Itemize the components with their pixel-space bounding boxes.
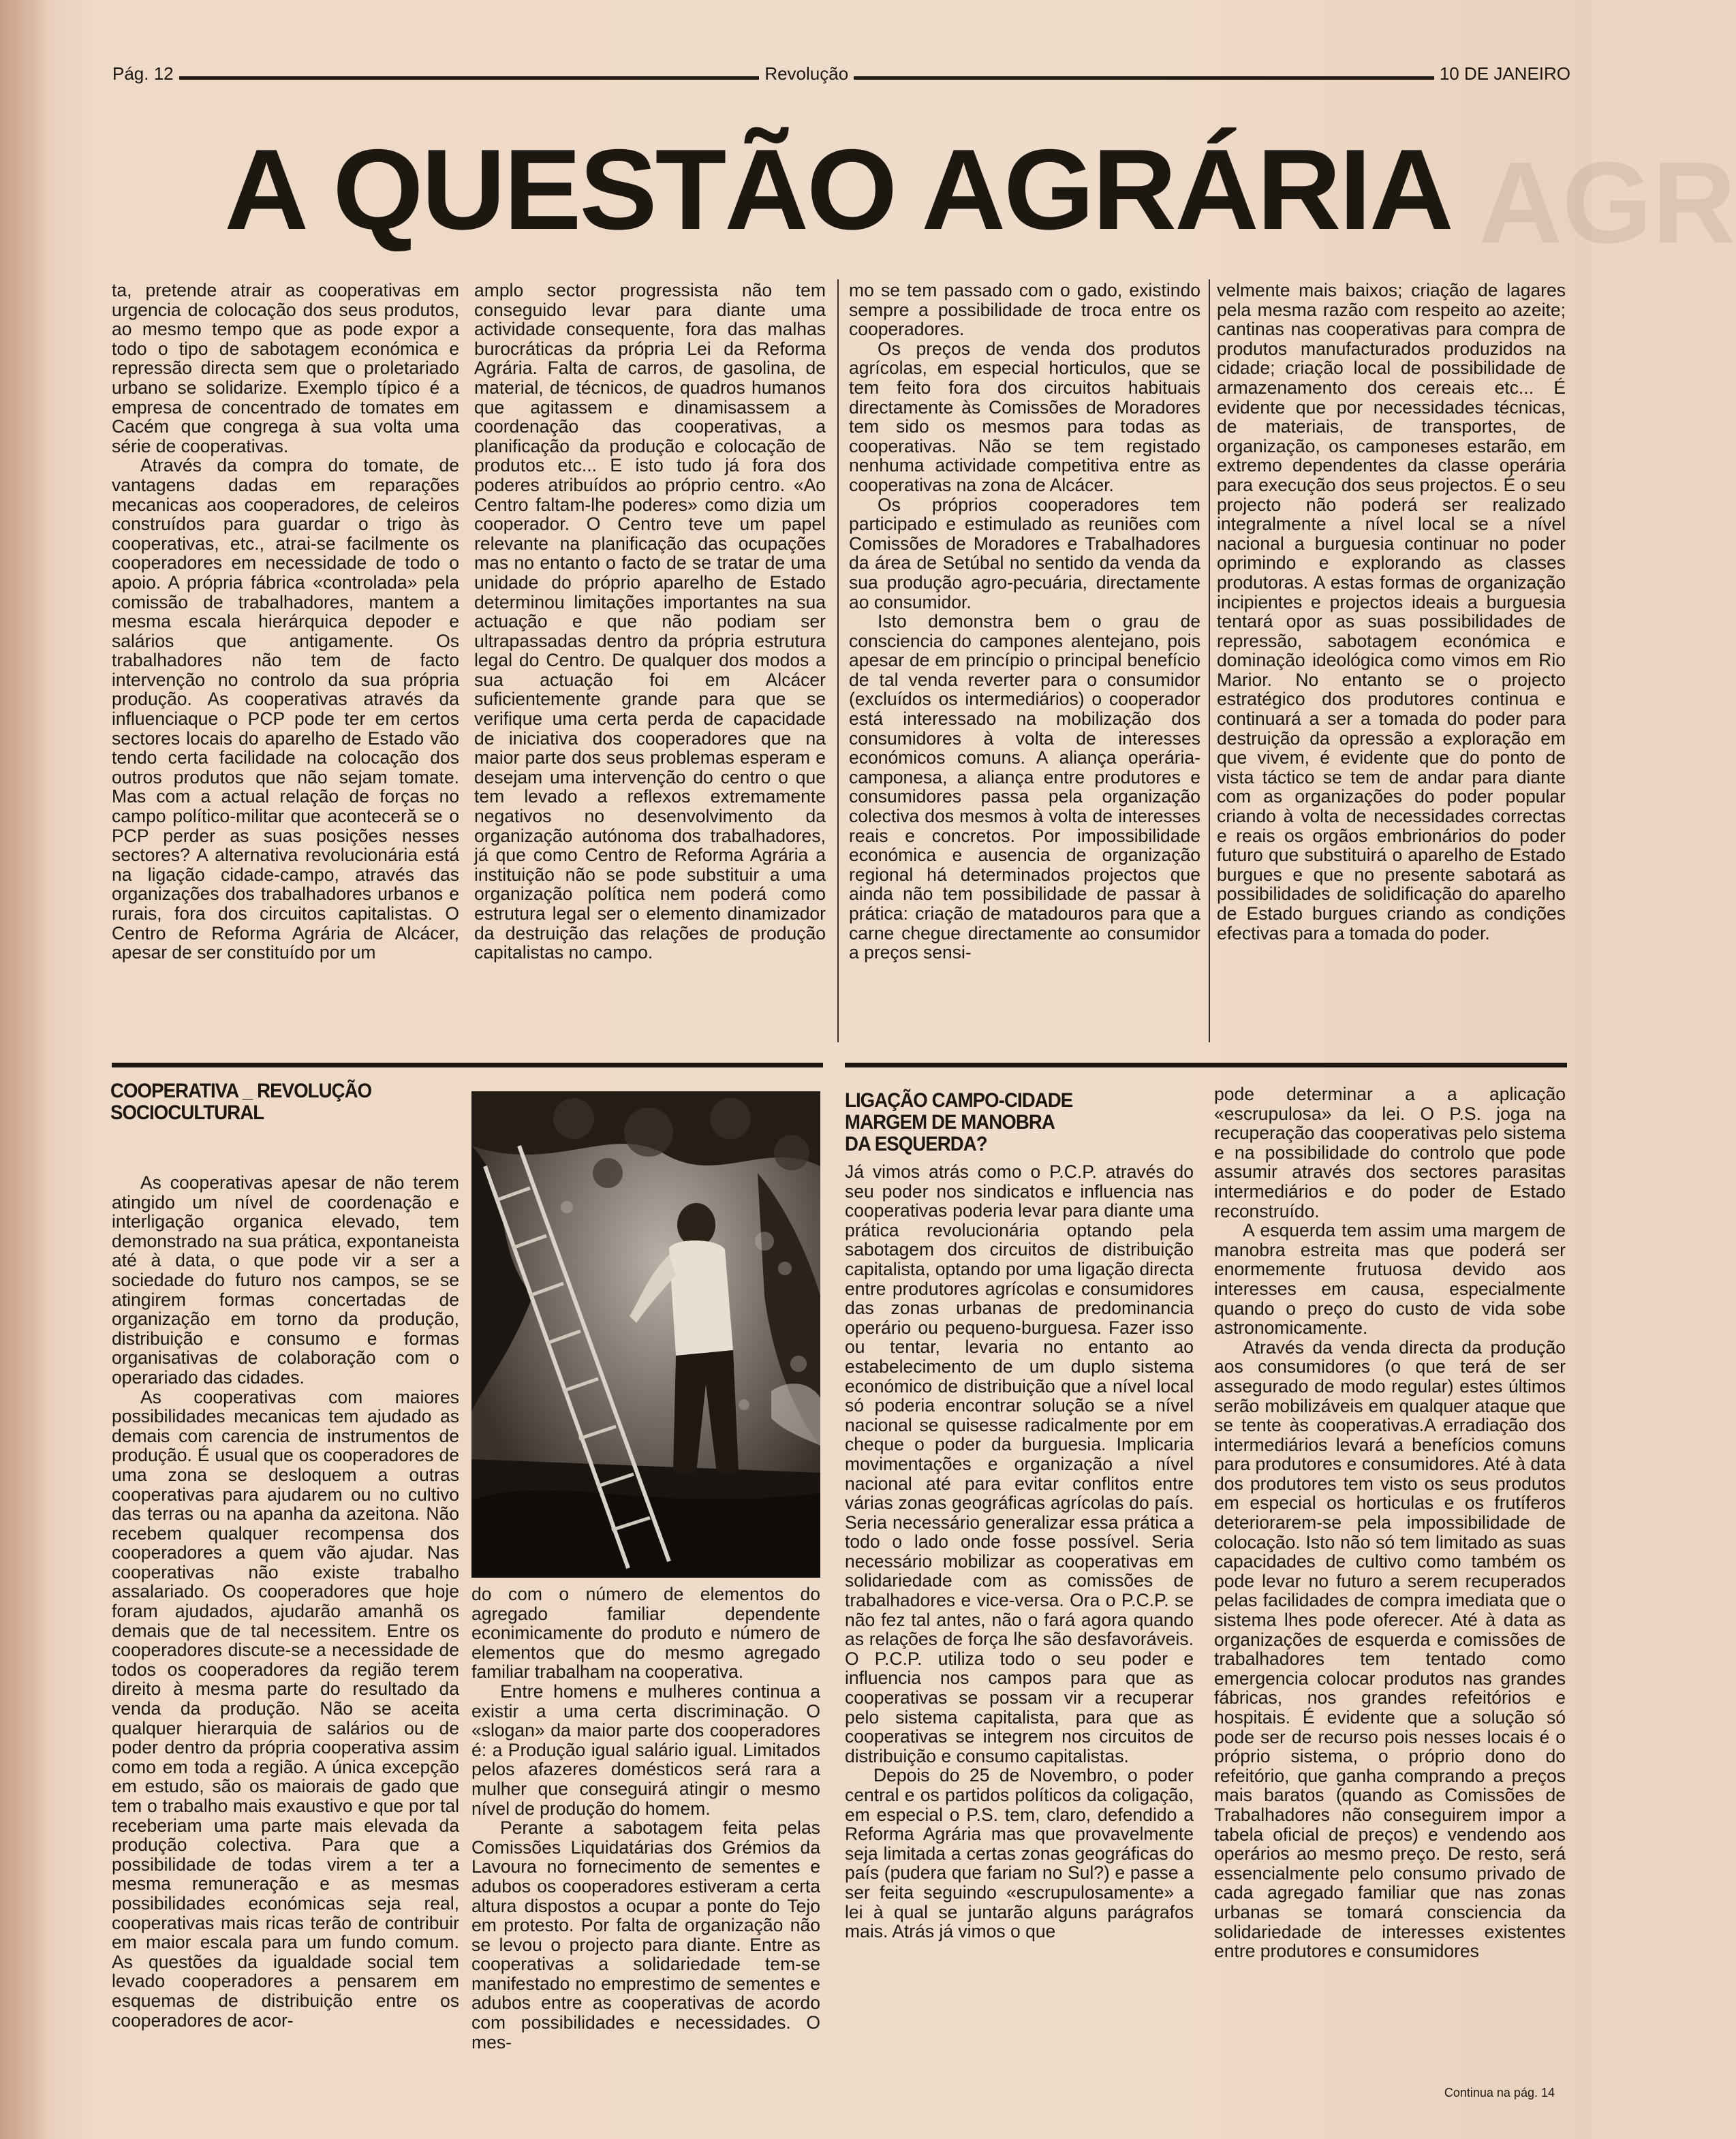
section-heading-cooperativa: [110, 1080, 436, 1124]
paragraph: mo se tem passado com o gado, existindo sempre a possibilidade de troca entre os cooperadores.: [849, 280, 1200, 340]
photo-image: [471, 1091, 820, 1578]
section-heading-line: MARGEM DE MANOBRA: [845, 1111, 1055, 1134]
paragraph: velmente mais baixos; criação de lagares pela mesma razão com respeito ao azeite; cantinas nas cooperativas para compra de produtos manufacturados produzidos na cidade; criação local de possibilidade de armazenamento dos cereais etc... É evidente que por necessidades técnicas, de materiais, de transportes, de organização, os camponeses estarão, em extremo dependentes da classe operária para execução dos seus projectos. É o seu projecto não poderá ser realizado integralmente a nível local se a nível nacional a burguesia continuar no poder oprimindo e explorando as classes produtoras. A estas formas de organização incipientes e projectos ideais a burguesia tentará opor as suas possibilidades de repressão, sabotagem económica e dominação ideológica como vimos em Rio Marior. No entanto se o projecto estratégico dos produtores continua e continuará a ser a tomada do poder para destruição da opressão a exploração em que vivem, é evidente que do ponto de vista táctico se tem de andar para diante com as organizações do poder popular criando à volta de necessidades correctas e reais os orgãos embrionários do poder futuro que substituirá o aparelho de Estado burgues e que no presente sabotará as possibilidades de solidificação do aparelho de Estado burgues criando as condições efectivas para a tomada do poder.: [1217, 280, 1566, 943]
section-heading-line: DA ESQUERDA?: [845, 1133, 987, 1155]
paragraph: Depois do 25 de Novembro, o poder central e os partidos políticos da coligação, em especial o P.S. tem, claro, defendido a Reforma Agrária mas que provavelmente seja limitada a certas zonas geográficas do país (pudera que fariam no Sul?) e passe a ser feita seguindo «escrupulosamente» a lei à qual se juntarão alguns parágrafos mais. Atrás já vimos o que: [845, 1765, 1194, 1942]
paragraph: Já vimos atrás como o P.C.P. através do seu poder nos sindicatos e influencia nas cooperativas poderia levar para diante uma prática revolucionária optando pela sabotagem dos circuitos de distribuição capitalista, optando por uma ligação directa entre produtores agrícolas e consumidores das zonas urbanas de predominancia operário ou pequeno-burguesa. Fazer isso ou tentar, levaria no entanto ao estabelecimento de um duplo sistema económico de distribuição que a nível local só poderia encontrar solução se a nível nacional se quisesse radicalmente por em cheque o poder da burguesia. Implicaria movimentações e organização a nível nacional até para evitar conflitos entre várias zonas geográficas agrícolas do país. Seria necessário generalizar essa prática a todo o lado onde fosse possível. Seria necessário mobilizar as cooperativas em solidariedade com as comissões de trabalhadores e vice-versa. Ora o P.C.P. se não fez tal antes, não o fará agora quando as relações de força lhe são desfavoráveis. O P.C.P. utiliza todo o seu poder e influencia nos campos para que as cooperativas se possam vir a recuperar pelo sistema capitalista, para que as cooperativas se integrem nos circuitos de distribuição e consumo capitalistas.: [845, 1161, 1194, 1766]
bleed-through-text: AGR: [1478, 138, 1736, 268]
paragraph: Perante a sabotagem feita pelas Comissões Liquidatárias dos Grémios da Lavoura no fornecimento de sementes e adubos os cooperadores estiveram a certa altura dispostos a ocupar a ponte do Tejo em protesto. Por falta de organização não se levou o projecto para diante. Entre as cooperativas a solidariedade tem-se manifestado no emprestimo de sementes e adubos entre as cooperativas de acordo com possibilidades e necessidades. O mes-: [471, 1817, 820, 2052]
paragraph: Os preços de venda dos produtos agrícolas, em especial horticulos, que se tem feito fora dos circuitos habituais directamente às Comissões de Moradores tem sido os mesmos para todas as cooperativas. Não se tem registado nenhuma actividade competitiva entre as cooperativas na zona de Alcácer.: [849, 338, 1200, 495]
photo-peasant-with-ladder: [471, 1091, 820, 1578]
paragraph: Isto demonstra bem o grau de consciencia do campones alentejano, pois apesar de em princípio o principal benefício de tal venda reverter para o consumidor (excluídos os intermediários) o cooperador está interessado na mobilização dos consumidores à volta de interesses económicos comuns. A aliança operária-camponesa, a aliança entre produtores e consumidores passa pela organização colectiva dos mesmos à volta de interesses reais e concretos. Por impossibilidade económica e ausencia de organização regional há determinados projectos que ainda não tem possibilidade de passar à prática: criação de matadouros para que a carne chegue directamente ao consumidor a preços sensi-: [849, 611, 1200, 963]
section-heading-ligacao: [845, 1090, 1171, 1155]
section-heading-line: SOCIOCULTURAL: [110, 1102, 264, 1124]
section-left-column-1: [112, 1173, 459, 2099]
paragraph: do com o número de elementos do agregado familiar dependente econimicamente do produto e número de elementos que do mesmo agregado familiar trabalham na cooperativa.: [471, 1584, 820, 1683]
paragraph: As cooperativas apesar de não terem atingido um nível de coordenação e interligação organica elevado, tem demonstrado na sua prática, expontaneista até à data, o que pode vir a ser a sociedade do futuro nos campos, se se atingirem formas concertadas de organização em torno da produção, distribuição e consumo e formas organisativas de colaboração com o operariado das cidades.: [112, 1172, 459, 1388]
top-column-2: [474, 281, 826, 1042]
paragraph: Os próprios cooperadores tem participado e estimulado as reuniões com Comissões de Moradores e Trabalhadores da área de Setúbal no sentido da venda da sua produção agro-pecuária, directamente ao consumidor.: [849, 494, 1200, 612]
newspaper-name: Revolução: [764, 63, 849, 84]
paragraph: Através da venda directa da produção aos consumidores (o que terá de ser assegurado de modo regular) estes últimos serão mobilizáveis em qualquer ataque que se tente às cooperativas.A erradiação dos intermediários levará a benefícios comuns para produtores e consumidores. Até à data dos produtores tem visto os seus produtos em especial os horticulas e os frutíferos deteriorarem-se pela impossibilidade de colocação. Isto não só tem limitado as suas capacidades de cultivo como também os pode levar no futuro a serem recuperados pelas facilidades de compra imediata que o sistema lhes pode oferecer. Até à data as organizações de esquerda e comissões de trabalhadores tem tentado como emergencia colocar produtos nas grandes fábricas, nos grandes refeitórios e hospitais. É evidente que a solução só pode ser de recurso pois nesses locais é o próprio sistema, o próprio dono do refeitório, que ganha comprando a preços mais baratos (quando as Comissões de Trabalhadores não conseguirem impor a tabela oficial de preços) e vendendo aos operários ao mesmo preço. De resto, será essencialmente pelo consumo privado de cada agregado familiar que nas zonas urbanas se tomará consciencia da solidariedade de interesses existentes entre produtores e consumidores: [1214, 1337, 1566, 1962]
section-right-column-1: [845, 1162, 1194, 2099]
column-divider: [1209, 279, 1210, 1042]
headline: A QUESTÃO AGRÁRIA: [224, 125, 1452, 253]
paragraph: pode determinar a a aplicação «escrupulosa» da lei. O P.S. joga na recuperação das cooperativas pelo sistema e na possibilidade do controlo que pode assumir através dos sectores parasitas intermediários e do poder de Estado reconstruído.: [1214, 1084, 1566, 1221]
page-fold-shadow: [0, 0, 48, 2139]
top-column-1: [112, 281, 459, 1042]
issue-date: 10 DE JANEIRO: [1439, 63, 1571, 84]
header-rule-left: [179, 76, 760, 80]
section-rule-right: [845, 1063, 1567, 1067]
paragraph: Através da compra do tomate, de vantagens dadas em reparações mecanicas aos cooperadores, de celeiros construídos para guardar o trigo às cooperativas, etc., atrai-se facilmente os cooperadores em necessidade de todo o apoio. A própria fábrica «controlada» pela comissão de trabalhadores, mantem a mesma escala hierárquica depoder e salários que antigamente. Os trabalhadores não tem de facto intervenção no controlo da sua própria produção. As cooperativas através da influenciaque o PCP pode ter em certos sectores locais do aparelho de Estado vão tendo certa facilidade na colocação dos outros produtos que não sejam tomate. Mas com a actual relação de forças no campo político-militar que aconteceră se o PCP perder as suas posições nesses sectores? A alternativa revolucionária está na ligação cidade-campo, através das organizações dos trabalhadores urbanos e rurais, fora dos circuitos capitalistas. O Centro de Reforma Agrária de Alcácer, apesar de ser constituído por um: [112, 455, 459, 963]
page-number: Pág. 12: [112, 63, 174, 84]
section-left-column-2: [471, 1584, 820, 2099]
paragraph: amplo sector progressista não tem conseguido levar para diante uma actividade consequente, fora das malhas burocráticas da própria Lei da Reforma Agrária. Falta de carros, de gasolina, de material, de técnicos, de quadros humanos que agitassem e dinamisassem a coordenação das cooperativas, a planificação da produção e colocação de produtos etc... E isto tudo já fora dos poderes atribuídos ao próprio centro. «Ao Centro faltam-lhe poderes» como dizia um cooperador. O Centro teve um papel relevante na planificação das ocupações mas no entanto o facto de se tratar de uma unidade do próprio aparelho de Estado determinou limitações importantes na sua actuação e que não podiam ser ultrapassadas dentro da própria estrutura legal do Centro. De qualquer dos modos a sua actuação foi em Alcácer suficientemente grande para que se verifique uma certa perda de capacidade de iniciativa dos cooperadores que na maior parte dos seus problemas esperam e desejam uma intervenção do centro o que tem levado a reflexos extremamente negativos no desenvolvimento da organização autónoma dos trabalhadores, já que como Centro de Reforma Agrária a instituição não se pode substituir a uma organização política nem poderá como estrutura legal ser o elemento dinamizador da destruição das relações de produção capitalistas no campo.: [474, 280, 826, 963]
paragraph: A esquerda tem assim uma margem de manobra estreita mas que poderá ser enormemente frutuosa devido aos interesses em causa, especialmente quando o preço do custo de vida sobe astronomicamente.: [1214, 1220, 1566, 1339]
top-column-3: [849, 281, 1200, 1042]
paragraph: Entre homens e mulheres continua a existir a uma certa discriminação. O «slogan» da maior parte dos cooperadores é: a Produção igual salário igual. Limitados pelos afazeres domésticos será rara a mulher que conseguirá atingir o mesmo nível de produção do homem.: [471, 1681, 820, 1819]
paragraph: ta, pretende atrair as cooperativas em urgencia de colocação dos seus produtos, ao mesmo tempo que as pode expor a todo o tipo de sabotagem económica e repressão directa sem que o proletariado urbano se solidarize. Exemplo típico é a empresa de concentrado de tomates em Cacém que congrega à sua volta uma série de cooperativas.: [112, 280, 459, 456]
section-right-column-2: [1214, 1084, 1566, 2079]
continued-note: Continua na pág. 14: [1444, 2086, 1555, 2099]
section-heading-line: COOPERATIVA _ REVOLUÇÃO: [110, 1080, 372, 1102]
top-column-4: [1217, 281, 1566, 1042]
section-heading-line: LIGAÇÃO CAMPO-CIDADE: [845, 1089, 1073, 1112]
column-divider: [837, 279, 839, 1042]
page-header: [112, 60, 1570, 87]
paragraph: As cooperativas com maiores possibilidades mecanicas tem ajudado as demais com carencia de instrumentos de produção. É usual que os cooperadores de uma zona se desloquem a outras cooperativas para ajudarem ou no cultivo das terras ou na apanha da azeitona. Não recebem qualquer recompensa dos cooperadores a quem vão ajudar. Nas cooperativas não existe trabalho assalariado. Os cooperadores que hoje foram ajudados, ajudarão amanhã os demais que de tal necessitem. Entre os cooperadores discute-se a necessidade de todos os cooperadores da região terem direito à mesma parte do resultado da venda da produção. Não se aceita qualquer hierarquia de salários ou de poder dentro da própria cooperativa assim como em toda a região. A única excepção em estudo, são os maiorais de gado que tem o trabalho mais exaustivo e que por tal receberiam uma parte mais elevada da produção colectiva. Para que a possibilidade de todas virem a ter a mesma remuneração e as mesmas possibilidades económicas seja real, cooperativas mais ricas terão de contribuir em maior escala para um fundo comum. As questões da igualdade social tem levado cooperadores a pensarem em esquemas de distribuição entre os cooperadores de acor-: [112, 1386, 459, 2031]
section-rule-left: [112, 1063, 823, 1067]
header-rule-right: [854, 76, 1434, 80]
